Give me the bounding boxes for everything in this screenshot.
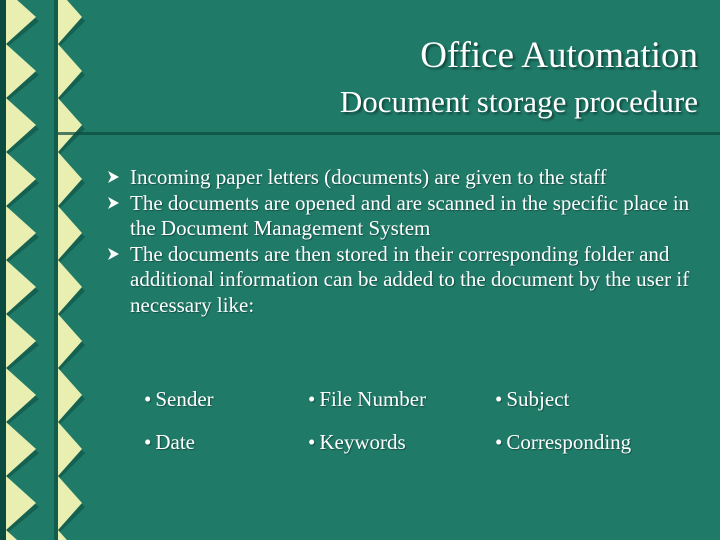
field-grid [144, 387, 704, 455]
bullet-dot: • [495, 387, 503, 411]
arrowhead-icon [106, 196, 120, 210]
field-item: • Corresponding [495, 430, 632, 454]
bullet-list [106, 165, 706, 318]
bullet-dot: • [144, 430, 152, 454]
bullet-dot: • [144, 387, 152, 411]
bullet-dot: • [308, 430, 316, 454]
bullet-text: Incoming paper letters (documents) are given to the staff [130, 165, 607, 189]
ribbon-decoration [0, 0, 110, 540]
slide-subtitle: Document storage procedure [339, 84, 698, 119]
field-item: • Subject [495, 387, 570, 411]
bullet-text: The documents are then stored in their corresponding folder and additional information can be added to the document by the user if necessary like: [130, 241, 690, 317]
title-rule [110, 132, 720, 135]
bullet-text: The documents are opened and are scanned in the specific place in the Document Management System [130, 190, 690, 240]
bullet-dot: • [308, 387, 316, 411]
arrowhead-icon [106, 247, 120, 261]
field-item: • Sender [144, 387, 214, 411]
bullet-item [106, 165, 706, 191]
field-item: • Keywords [308, 430, 406, 454]
bullet-dot: • [495, 430, 503, 454]
arrowhead-icon [106, 170, 120, 184]
bullet-item [106, 242, 706, 319]
bullet-item [106, 191, 706, 242]
field-item: • Date [144, 430, 196, 454]
field-item: • File Number [308, 387, 427, 411]
slide-title: Office Automation [420, 35, 698, 76]
